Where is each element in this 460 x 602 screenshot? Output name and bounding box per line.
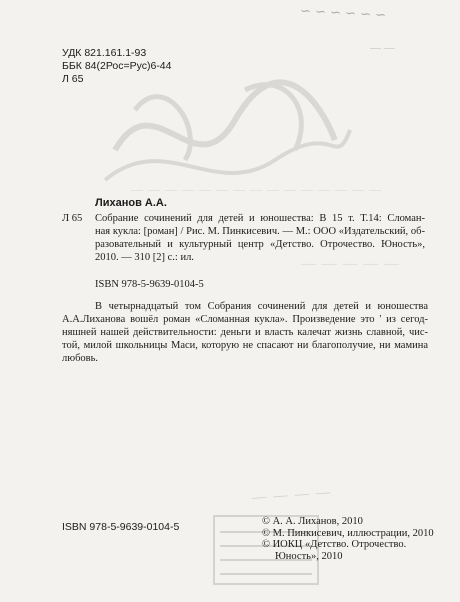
annotation-line: В четырнадцатый том Собрания сочинений для детей и юношества [95,301,428,312]
catalog-description-line: разовательный и культурный центр «Детство. Отрочество. Юность», [95,239,425,250]
author-sign: Л 65 [62,73,84,85]
show-through-text: — — — — — — — — — — — — — — — [130,182,381,196]
catalog-description-line: ная кукла: [роман] / Рис. М. Пинкисевич. — М.: ООО «Издательский, об- [95,226,425,237]
show-through-text: — — — — — [300,256,399,272]
copyright-line: © А. А. Лиханов, 2010 [262,516,363,527]
copyright-block [262,516,434,562]
show-through-stamp: — — — — [249,485,331,506]
copyright-line: Юность», 2010 [275,550,343,562]
catalog-isbn: ISBN 978-5-9639-0104-5 [95,279,204,290]
udk-code: УДК 821.161.1-93 [62,47,147,59]
copyright-line: © М. Пинкисевич, иллюстрации, 2010 [262,527,434,539]
annotation-line: любовь. [62,353,99,364]
catalog-description-line: Собрание сочинений для детей и юношества: В 15 т. Т.14: Сломан- [95,213,425,224]
catalog-author-sign: Л 65 [62,213,83,224]
show-through-handwriting: ~ ~ ~ ~ ~ ~ [299,3,387,24]
bbk-code: ББК 84(2Рос=Рус)6-44 [62,60,172,72]
annotation-line: А.А.Лиханова вошёл роман «Сломанная кукла». Произведение это ' из сегод- [62,314,428,325]
catalog-author-heading: Лиханов А.А. [95,197,167,209]
show-through-ornament [95,70,355,200]
annotation [62,300,428,365]
catalog-description [95,212,425,264]
annotation-line: няшней нашей действительности: деньги и власть калечат жизнь славной, чис- [62,327,428,338]
catalog-description-line: 2010. — 310 [2] с.: ил. [95,252,194,263]
annotation-line: той, милой школьницы Маси, которую не спасают ни благополучие, ни мамина [62,340,428,351]
show-through-mark: — — [370,42,395,54]
copyright-line: © ИОКЦ «Детство. Отрочество. [262,539,407,550]
footer-isbn: ISBN 978-5-9639-0104-5 [62,521,180,533]
